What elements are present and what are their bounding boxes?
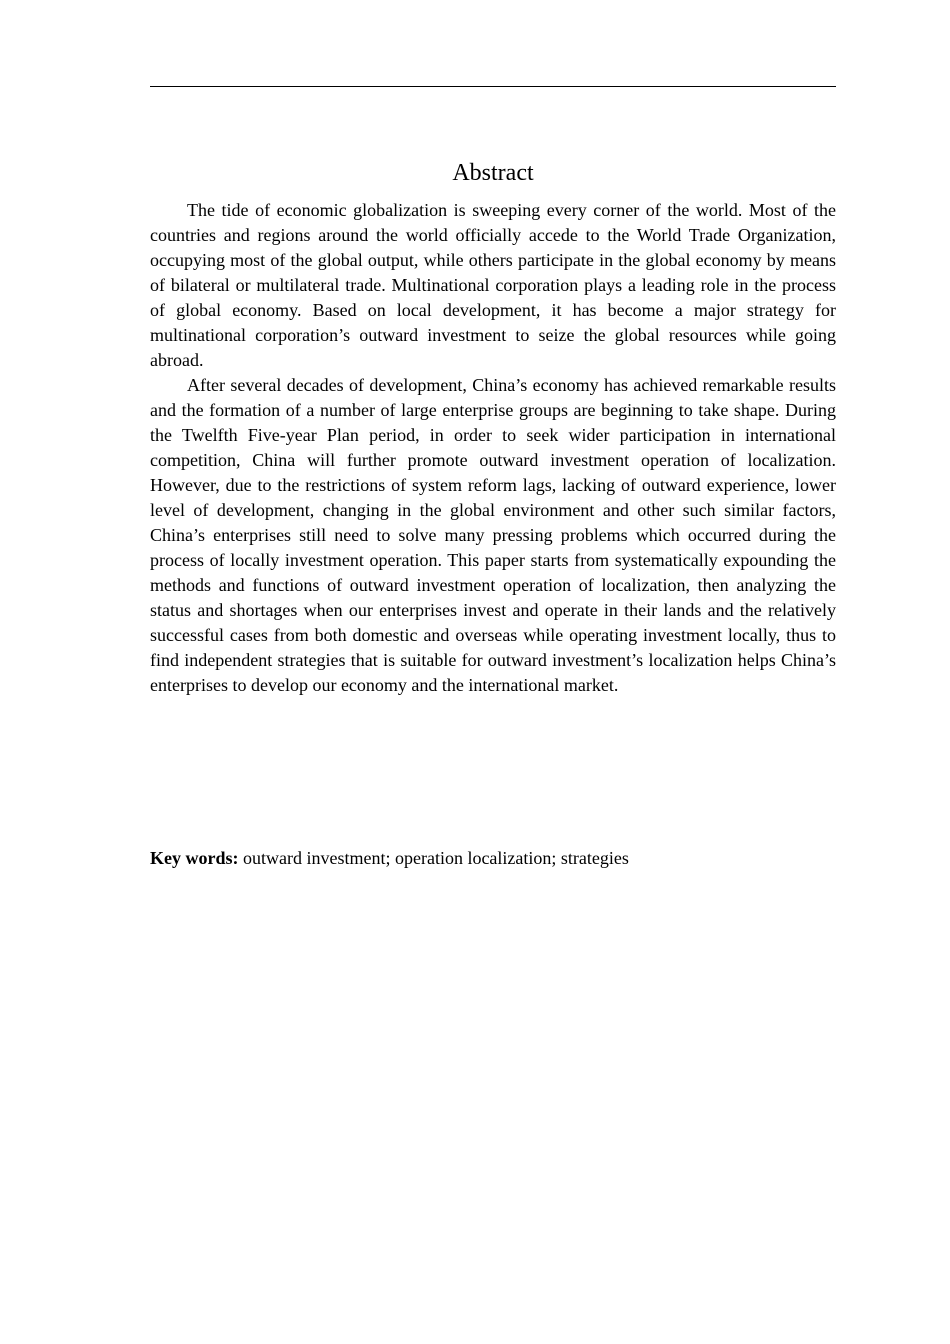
- keywords-value: outward investment; operation localization; strategies: [238, 848, 629, 868]
- keywords-label: Key words:: [150, 848, 239, 868]
- abstract-title: Abstract: [452, 160, 534, 186]
- abstract-paragraph-2: After several decades of development, China’s economy has achieved remarkable results and the formation of a number of large enterprise groups are beginning to take shape. During the Twelfth Five-year Plan period, in order to seek wider participation in international competition, China will further promote outward investment operation of localization. However, due to the restrictions of system reform lags, lacking of outward experience, lower level of development, changing in the global environment and other such similar factors, China’s enterprises still need to solve many pressing problems which occurred during the process of locally investment operation. This paper starts from systematically expounding the methods and functions of outward investment operation of localization, then analyzing the status and shortages when our enterprises invest and operate in their lands and the relatively successful cases from both domestic and overseas while operating investment locally, thus to find independent strategies that is suitable for outward investment’s localization helps China’s enterprises to develop our economy and the international market.: [150, 375, 836, 695]
- abstract-paragraph-1: The tide of economic globalization is sweeping every corner of the world. Most of the countries and regions around the world officially accede to the World Trade Organization, occupying most of the global output, while others participate in the global economy by means of bilateral or multilateral trade. Multinational corporation plays a leading role in the process of global economy. Based on local development, it has become a major strategy for multinational corporation’s outward investment to seize the global resources while going abroad.: [150, 200, 836, 370]
- abstract-body: [150, 198, 836, 698]
- header-rule: [150, 86, 836, 87]
- keywords-line: [150, 846, 836, 871]
